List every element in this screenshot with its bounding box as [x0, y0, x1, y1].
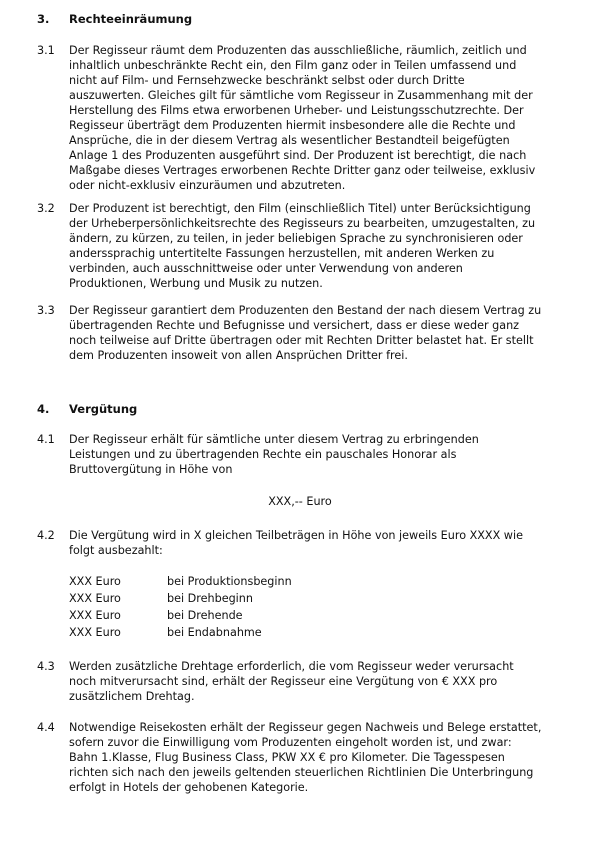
text-line: oder nicht-exklusiv einzuräumen und abzutreten.: [69, 179, 346, 192]
text-line: Der Produzent ist berechtigt, den Film (einschließlich Titel) unter Berücksichtigung: [69, 202, 531, 215]
section-number: 3.: [37, 12, 50, 26]
schedule-label: bei Produktionsbeginn: [167, 575, 292, 588]
text-line: erfolgt in Hotels der gehobenen Kategorie.: [69, 781, 309, 794]
text-line: Bahn 1.Klasse, Flug Business Class, PKW XX € pro Kilometer. Die Tagesspesen: [69, 751, 505, 764]
text-line: anderssprachig untertitelte Fassungen herzustellen, mit anderen Werken zu: [69, 247, 495, 260]
paragraph-text: [69, 43, 569, 193]
text-line: Der Regisseur garantiert dem Produzenten den Bestand der nach diesem Vertrag zu: [69, 304, 542, 317]
text-line: Anlage 1 des Produzenten ausgeführt sind. Der Produzent ist berechtigt, die nach: [69, 149, 527, 162]
paragraph-text: [69, 528, 569, 558]
text-line: inhaltlich unbeschränkte Recht ein, den Film ganz oder in Teilen umfassend und: [69, 59, 517, 72]
paragraph-text: [69, 659, 569, 704]
text-line: übertragenden Rechte und Befugnisse und versichert, dass er diese weder ganz: [69, 319, 520, 332]
paragraph-number: 4.4: [37, 721, 55, 734]
paragraph-number: 4.1: [37, 433, 55, 446]
text-line: Notwendige Reisekosten erhält der Regisseur gegen Nachweis und Belege erstattet,: [69, 721, 542, 734]
text-line: Regisseur überträgt dem Produzenten hiermit insbesondere alle die Rechte und: [69, 119, 516, 132]
text-line: ändern, zu kürzen, zu teilen, in jeder beliebigen Sprache zu synchronisieren oder: [69, 232, 523, 245]
paragraph-number: 3.2: [37, 202, 55, 215]
paragraph-text: [69, 432, 569, 477]
text-line: nicht auf Film- und Fernsehzwecke beschränkt selbst oder durch Dritte: [69, 74, 465, 87]
section-number: 4.: [37, 402, 50, 416]
paragraph-number: 4.3: [37, 660, 55, 673]
fee-amount: XXX,-- Euro: [268, 495, 332, 508]
schedule-label: bei Drehende: [167, 609, 243, 622]
paragraph-text: [69, 303, 569, 363]
text-line: noch mitverursacht sind, erhält der Regisseur eine Vergütung von € XXX pro: [69, 675, 498, 688]
text-line: zusätzlichem Drehtag.: [69, 690, 195, 703]
text-line: Die Vergütung wird in X gleichen Teilbeträgen in Höhe von jeweils Euro XXXX wie: [69, 529, 523, 542]
schedule-amount: XXX Euro: [69, 609, 121, 622]
text-line: Der Regisseur räumt dem Produzenten das ausschließliche, räumlich, zeitlich und: [69, 44, 527, 57]
schedule-amount: XXX Euro: [69, 575, 121, 588]
text-line: der Urheberpersönlichkeitsrechte des Regisseurs zu bearbeiten, umzugestalten, zu: [69, 217, 536, 230]
paragraph-text: [69, 201, 569, 291]
text-line: Werden zusätzliche Drehtage erforderlich, die vom Regisseur weder verursacht: [69, 660, 514, 673]
text-line: Leistungen und zu übertragenden Rechte ein pauschales Honorar als: [69, 448, 457, 461]
section-title: Vergütung: [69, 402, 138, 416]
paragraph-number: 3.3: [37, 304, 55, 317]
text-line: richten sich nach den jeweils geltenden steuerlichen Richtlinien Die Unterbringung: [69, 766, 534, 779]
text-line: Der Regisseur erhält für sämtliche unter diesem Vertrag zu erbringenden: [69, 433, 479, 446]
paragraph-text: [69, 720, 569, 795]
text-line: verbinden, auch ausschnittweise oder unter Verwendung von anderen: [69, 262, 463, 275]
text-line: dem Produzenten insoweit von allen Ansprüchen Dritter frei.: [69, 349, 408, 362]
text-line: Herstellung des Films etwa erworbenen Urheber- und Leistungsschutzrechte. Der: [69, 104, 524, 117]
text-line: noch teilweise auf Dritte übertragen oder mit Rechten Dritter belastet hat. Er stellt: [69, 334, 534, 347]
paragraph-number: 3.1: [37, 44, 55, 57]
text-line: Maßgabe dieses Vertrages erworbenen Rechte Dritter ganz oder teilweise, exklusiv: [69, 164, 536, 177]
paragraph-number: 4.2: [37, 529, 55, 542]
text-line: folgt ausbezahlt:: [69, 544, 163, 557]
schedule-label: bei Endabnahme: [167, 626, 262, 639]
section-title: Rechteeinräumung: [69, 12, 193, 26]
schedule-amount: XXX Euro: [69, 592, 121, 605]
schedule-label: bei Drehbeginn: [167, 592, 253, 605]
text-line: Ansprüche, die in der diesem Vertrag als wesentlicher Bestandteil beigefügten: [69, 134, 510, 147]
text-line: sofern zuvor die Einwilligung vom Produzenten eingeholt worden ist, und zwar:: [69, 736, 512, 749]
text-line: Bruttovergütung in Höhe von: [69, 463, 233, 476]
schedule-amount: XXX Euro: [69, 626, 121, 639]
text-line: Produktionen, Werbung und Musik zu nutzen.: [69, 277, 323, 290]
text-line: auszuwerten. Gleiches gilt für sämtliche vom Regisseur in Zusammenhang mit der: [69, 89, 533, 102]
